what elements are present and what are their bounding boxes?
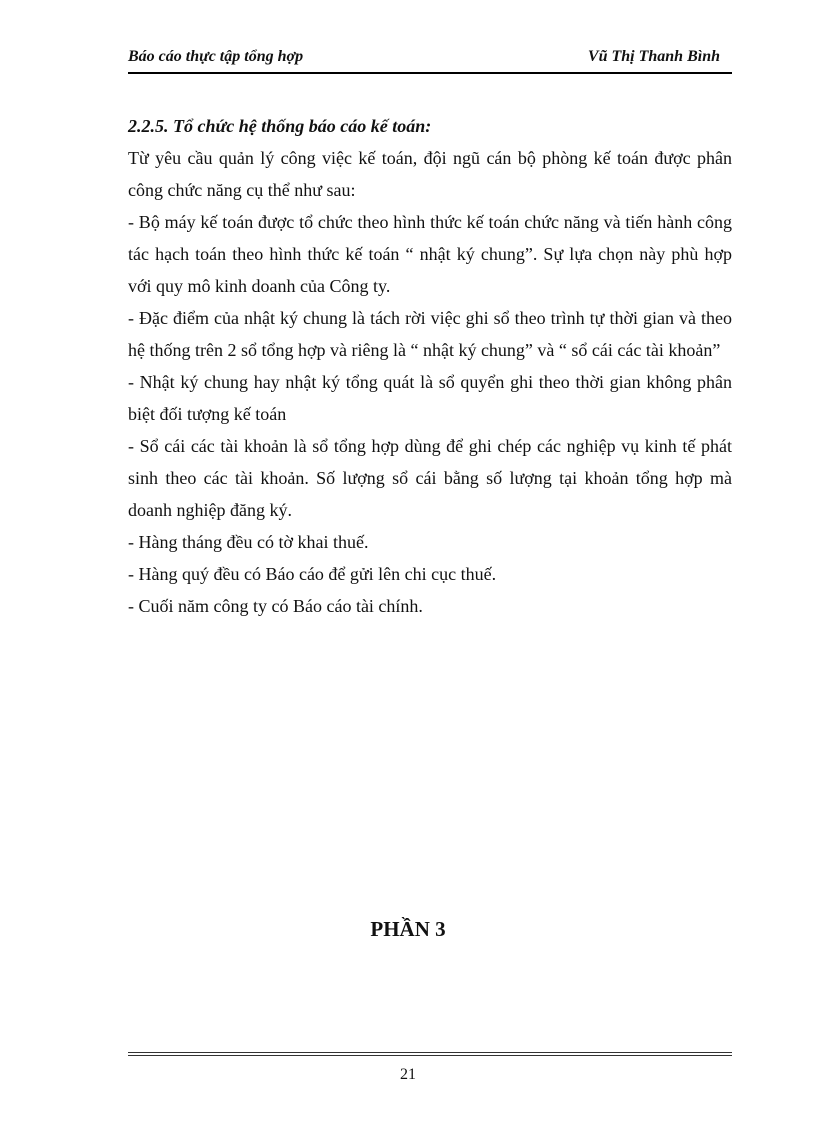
paragraph: - Sổ cái các tài khoản là sổ tổng hợp dùng để ghi chép các nghiệp vụ kinh tế phát sinh theo các tài khoản. Số lượng sổ cái bằng số lượng tại khoản tổng hợp mà doanh nghiệp đăng ký. <box>128 436 732 520</box>
paragraph: - Nhật ký chung hay nhật ký tổng quát là sổ quyển ghi theo thời gian không phân biệt đối tượng kế toán <box>128 372 732 424</box>
paragraph: - Cuối năm công ty có Báo cáo tài chính. <box>128 596 423 616</box>
header-author: Vũ Thị Thanh Bình <box>587 48 720 65</box>
paragraph: - Hàng tháng đều có tờ khai thuế. <box>128 532 369 552</box>
paragraph: Từ yêu cầu quản lý công việc kế toán, đội ngũ cán bộ phòng kế toán được phân công chức năng cụ thể như sau: <box>128 148 732 200</box>
section-heading: 2.2.5. Tổ chức hệ thống báo cáo kế toán: <box>128 116 432 136</box>
page-number: 21 <box>400 1066 416 1083</box>
paragraph: - Bộ máy kế toán được tổ chức theo hình thức kế toán chức năng và tiến hành công tác hạch toán theo hình thức kế toán “ nhật ký chung”. Sự lựa chọn này phù hợp với quy mô kinh doanh của Công ty. <box>128 212 732 296</box>
footer-divider <box>128 1055 732 1056</box>
header-report-title: Báo cáo thực tập tổng hợp <box>128 48 304 65</box>
paragraph: - Hàng quý đều có Báo cáo để gửi lên chi cục thuế. <box>128 564 497 584</box>
paragraph: - Đặc điểm của nhật ký chung là tách rời việc ghi sổ theo trình tự thời gian và theo hệ thống trên 2 sổ tổng hợp và riêng là “ nhật ký chung” và “ sổ cái các tài khoản” <box>128 308 732 360</box>
part-title: PHẦN 3 <box>370 917 446 941</box>
footer-divider <box>128 1052 732 1053</box>
page-header <box>128 46 732 74</box>
document-body <box>128 110 732 622</box>
